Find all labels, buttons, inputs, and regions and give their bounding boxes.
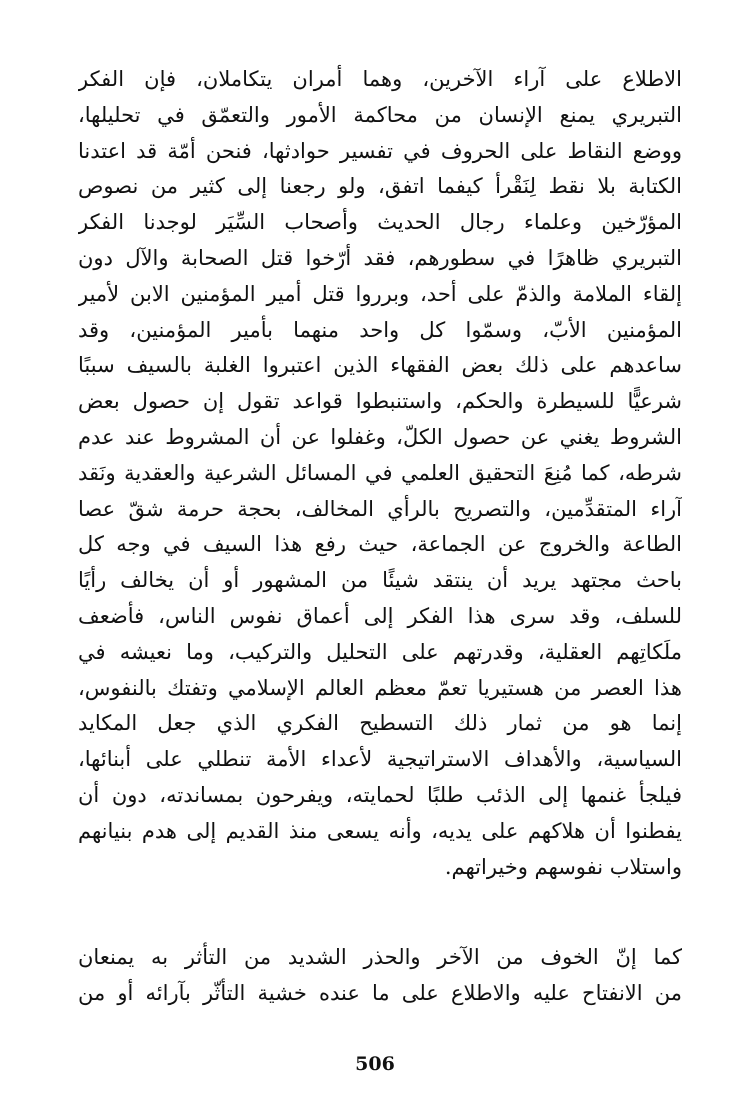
- text-line: الكتابة بلا نقط لِنَقْرأ كيفما اتفق، ولو رجعنا إلى كثير من نصوص: [78, 174, 682, 199]
- text-line: شرطه، كما مُنِعَ التحقيق العلمي في المسائل الشرعية والعقدية ونَقد: [78, 460, 682, 485]
- text-line: التبريري ظاهرًا في سطورهم، فقد أرّخوا قتل الصحابة والآل دون: [78, 245, 682, 270]
- text-line: ووضع النقاط على الحروف في تفسير حوادثها، فنحن أمّة قد اعتدنا: [78, 138, 682, 163]
- text-line: من الانفتاح عليه والاطلاع على ما عنده خشية التأثّر بآرائه أو من: [78, 980, 682, 1005]
- paragraph-1: [78, 62, 682, 885]
- text-line: ملَكاتِهم العقلية، وقدرتهم على التحليل والتركيب، وما نعيشه في: [78, 639, 682, 664]
- text-line: كما إنّ الخوف من الآخر والحذر الشديد من التأثر به يمنعان: [78, 945, 682, 969]
- text-line: واستلاب نفوسهم وخيراتهم.: [444, 854, 682, 879]
- text-line: المؤمنين الأبّ، وسمّوا كل واحد منهما بأمير المؤمنين، وقد: [78, 317, 682, 342]
- text-line: إلقاء الملامة والذمّ على أحد، وبرروا قتل أمير المؤمنين الابن لأمير: [78, 281, 682, 306]
- text-line: يفطنوا أن هلاكهم على يديه، وأنه يسعى منذ القديم إلى هدم بنيانهم: [78, 818, 682, 843]
- text-line: السياسية، والأهداف الاستراتيجية لأعداء الأمة تنطلي على أبنائها،: [78, 747, 682, 772]
- text-line: باحث مجتهد يريد أن ينتقد شيئًا من المشهور أو أن يخالف رأيًا: [78, 568, 682, 593]
- text-line: التبريري يمنع الإنسان من محاكمة الأمور والتعمّق في تحليلها،: [78, 102, 682, 127]
- page-number: 506: [355, 1053, 395, 1075]
- text-line: شرعيًّا للسيطرة والحكم، واستنبطوا قواعد تقول إن حصول بعض: [78, 389, 682, 414]
- text-line: إنما هو من ثمار ذلك التسطيح الفكري الذي جعل المكايد: [78, 711, 682, 736]
- text-line: الطاعة والخروج عن الجماعة، حيث رفع هذا السيف في وجه كل: [78, 532, 682, 557]
- text-line: ساعدهم على ذلك بعض الفقهاء الذين اعتبروا الغلبة بالسيف سببًا: [78, 353, 682, 378]
- text-line: الاطلاع على آراء الآخرين، وهما أمران يتكاملان، فإن الفكر: [78, 67, 682, 91]
- text-line: المؤرّخين وعلماء رجال الحديث وأصحاب السِّيَر لوجدنا الفكر: [78, 210, 682, 235]
- paragraph-2: [78, 940, 682, 1012]
- text-line: آراء المتقدِّمين، والتصريح بالرأي المخالف، بحجة حرمة شقّ عصا: [78, 496, 682, 521]
- text-line: الشروط يغني عن حصول الكلّ، وغفلوا عن أن المشروط عند عدم: [78, 424, 682, 449]
- text-line: هذا العصر من هستيريا تعمّ معظم العالم الإسلامي وتفتك بالنفوس،: [78, 675, 682, 700]
- text-line: فيلجأ غنمها إلى الذئب طلبًا لحمايته، ويفرحون بمساندته، دون أن: [78, 782, 682, 807]
- text-line: للسلف، وقد سرى هذا الفكر إلى أعماق نفوس الناس، فأضعف: [78, 603, 682, 628]
